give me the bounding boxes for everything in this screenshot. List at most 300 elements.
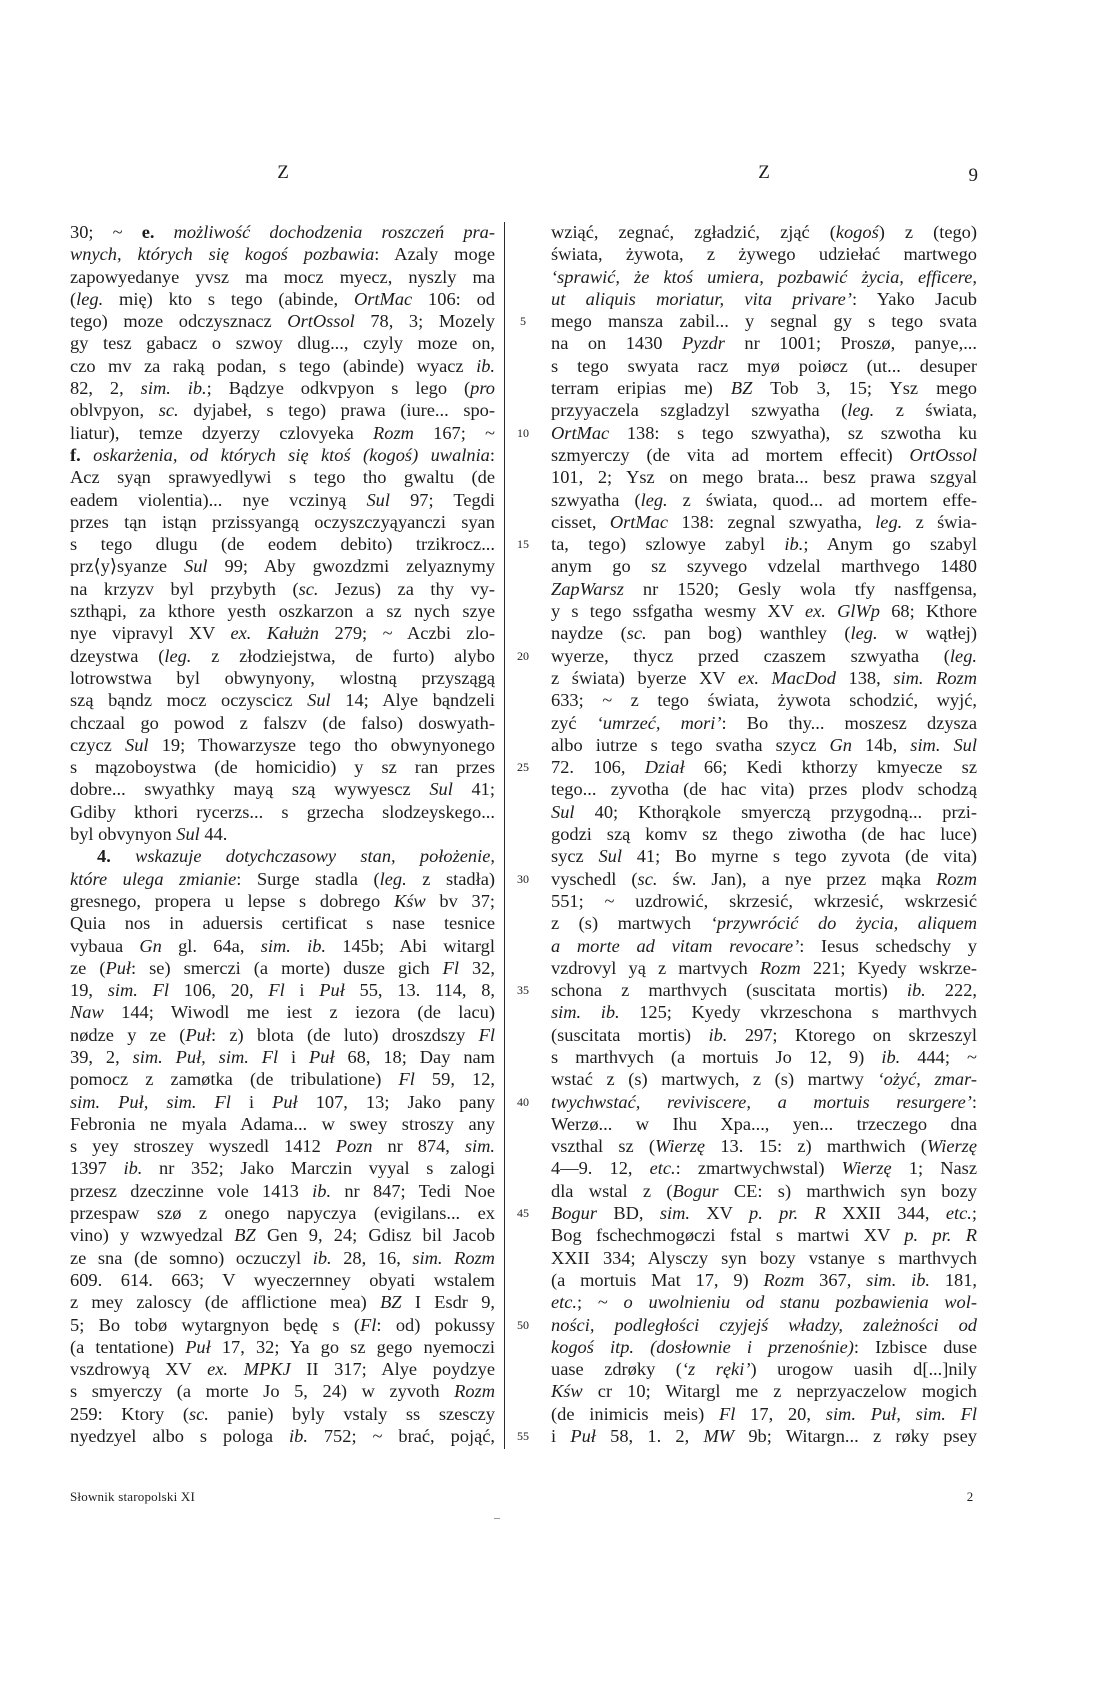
roman-text-segment: vzdrovyl yą z martvych [551, 957, 760, 978]
line-number: 55 [517, 1429, 529, 1444]
italic-text-segment: ‘umrzeć, mori’ [596, 712, 722, 733]
roman-text-segment: dzeystwa ( [70, 645, 165, 666]
roman-text-segment: vino) y wzwyedzal [70, 1225, 235, 1246]
left-column-line [70, 1135, 495, 1157]
roman-text-segment: prz⟨y⟩syanze [70, 556, 185, 577]
italic-text-segment: sim. Puł, sim. Fl [132, 1046, 279, 1067]
right-column-line [551, 1046, 977, 1068]
roman-text-segment: nr 1001; Proszø, panye,... [724, 333, 977, 354]
roman-text-segment: 41; Bo myrne s tego zyvota (de vita) [621, 846, 977, 867]
italic-text-segment: leg. [850, 623, 878, 644]
roman-text-segment: szmyerczy (de vita ad mortem effecit) [551, 444, 910, 465]
right-column-line [551, 1425, 977, 1447]
roman-text-segment: Bog fschechmogøczi fstal s martwi XV [551, 1225, 905, 1246]
right-column-line [551, 489, 977, 511]
italic-text-segment: Puł [105, 957, 132, 978]
italic-text-segment: Puł [570, 1426, 596, 1447]
roman-text-segment: św. Jan), a nye przez mąka [657, 868, 937, 889]
italic-text-segment: Sul [125, 734, 149, 755]
italic-text-segment: sim. [464, 1136, 495, 1157]
italic-text-segment: etc. [945, 1203, 972, 1224]
italic-text-segment: sim. ib. [551, 1002, 620, 1023]
roman-text-segment: schona z marthvych (suscitata mortis) [551, 980, 907, 1001]
roman-text-segment: zapowyedanye yvsz ma mocz myecz, nyszly ma [70, 266, 495, 287]
right-column-line [551, 801, 977, 823]
line-number: 40 [517, 1094, 529, 1109]
roman-text-segment: w wątłej) [877, 623, 977, 644]
left-column-line [70, 332, 495, 354]
right-column-line [551, 689, 977, 711]
italic-text-segment: OrtOssol [909, 444, 977, 465]
left-column-line [70, 1202, 495, 1224]
right-column-line [551, 555, 977, 577]
roman-text-segment: I Esdr 9, [401, 1292, 495, 1313]
right-column-line [551, 243, 977, 265]
roman-text-segment: ) z (tego) [878, 222, 977, 242]
right-column-line [551, 1180, 977, 1202]
left-column-line [70, 422, 495, 444]
roman-text-segment: terram eripias me) [551, 378, 731, 399]
italic-text-segment: ib. [289, 1426, 308, 1447]
roman-text-segment: vyschedl ( [551, 868, 638, 889]
roman-text-segment: : z) blota (de luto) droszdszy [210, 1024, 479, 1045]
italic-text-segment: Puł [185, 1024, 211, 1045]
right-column-line [551, 1024, 977, 1046]
italic-text-segment: ib. [784, 534, 804, 555]
italic-text-segment: Sul [429, 779, 453, 800]
roman-text-segment: ( [70, 288, 77, 309]
right-column-line [551, 912, 977, 934]
left-column-line [70, 935, 495, 957]
roman-text-segment: 58, 1. 2, [595, 1426, 704, 1447]
roman-text-segment: 44. [199, 824, 228, 845]
italic-text-segment: etc. [649, 1158, 676, 1179]
roman-text-segment: : Azaly moge [374, 244, 495, 265]
right-column-line [551, 511, 977, 533]
roman-text-segment: s tego dlugu (de eodem debito) trzikrocz... [70, 534, 495, 555]
roman-text-segment: 367, [804, 1269, 867, 1290]
roman-text-segment: 14; Alye bąndzeli [330, 690, 495, 711]
right-column-line [551, 332, 977, 354]
roman-text-segment: lotrowstwa byl obwynyony, wlostną przyszągą [70, 667, 495, 688]
italic-text-segment: leg. [875, 511, 903, 532]
roman-text-segment: na krzyzv byl przybyth ( [70, 578, 299, 599]
roman-text-segment: 1; Nasz [891, 1158, 977, 1179]
roman-text-segment: 40; Kthorąkole smyerczą przygodną... przi- [574, 801, 977, 822]
roman-text-segment: 107, 13; Jako pany [297, 1091, 495, 1112]
italic-text-segment: leg. [164, 645, 192, 666]
italic-text-segment: a morte ad vitam revocare’ [551, 935, 800, 956]
roman-text-segment: ; Anym go szabyl [803, 534, 977, 555]
roman-text-segment: 28, 16, [331, 1247, 413, 1268]
right-column-line [551, 221, 977, 243]
italic-text-segment: sim. ib. [140, 378, 207, 399]
left-column-line [70, 1291, 495, 1313]
right-column-line [551, 734, 977, 756]
italic-text-segment: ib. [312, 1247, 332, 1268]
roman-text-segment: i [284, 980, 320, 1001]
roman-text-segment: 222, [925, 980, 977, 1001]
italic-text-segment: BZ [380, 1292, 402, 1313]
italic-text-segment: ‘przywrócić do życia, aliquem [710, 913, 977, 934]
italic-text-segment: ‘sprawić, że ktoś umiera, pozbawić życia, efficere, [551, 266, 977, 287]
right-column-line [551, 310, 977, 332]
italic-text-segment: Sul [176, 824, 200, 845]
roman-text-segment: vszthal sz ( [551, 1136, 656, 1157]
roman-text-segment: vybaua [70, 935, 140, 956]
roman-text-segment: 82, 2, [70, 378, 141, 399]
roman-text-segment: i [551, 1426, 571, 1447]
roman-text-segment: z stadła) [406, 868, 495, 889]
roman-text-segment: BD, [596, 1203, 660, 1224]
roman-text-segment: dobre... swyathky mayą szą wywyescz [70, 779, 430, 800]
left-column-line [70, 1247, 495, 1269]
left-column-line [70, 1380, 495, 1402]
left-column-line [70, 1425, 495, 1447]
line-number: 45 [517, 1206, 529, 1221]
roman-text-segment: szą bąndz mocz oczyscicz [70, 690, 308, 711]
roman-text-segment: z świata, [874, 400, 977, 421]
right-column [551, 221, 977, 1447]
italic-text-segment: ib. [906, 980, 926, 1001]
right-guide-letter: Z [758, 162, 770, 183]
left-column-line [70, 1358, 495, 1380]
roman-text-segment: tego) moze odczysznacz [70, 311, 288, 332]
left-column-line [70, 533, 495, 555]
left-column-line [70, 734, 495, 756]
roman-text-segment: ta, tego) szlowye zabyl [551, 534, 785, 555]
right-column-line [551, 890, 977, 912]
roman-text-segment: cr 10; Witargl me z neprzyaczelow mogich [582, 1381, 977, 1402]
roman-text-segment: sycz [551, 846, 599, 867]
roman-text-segment: Febronia ne myala Adama... w swey stroszy any [70, 1113, 495, 1134]
roman-text-segment: pan bog) wanthley ( [646, 623, 851, 644]
roman-text-segment: 106: od [412, 288, 495, 309]
right-column-line [551, 935, 977, 957]
italic-text-segment: Pyzdr [681, 333, 725, 354]
roman-text-segment: nr 1520; Gesly wola tfy nasffgensa, [623, 578, 977, 599]
left-column-line [70, 622, 495, 644]
roman-text-segment: : Bo thy... moszesz dzysza [721, 712, 977, 733]
right-column-line [551, 266, 977, 288]
roman-text-segment: byl obvynyon [70, 824, 177, 845]
left-column-line [70, 667, 495, 689]
roman-text-segment: 145b; Abi witargl [326, 935, 495, 956]
italic-text-segment: Puł [309, 1046, 335, 1067]
roman-text-segment: z mey zaloscy (de afflictione mea) [70, 1292, 381, 1313]
roman-text-segment: 19; Thowarzysze tego tho obwynyonego [148, 734, 495, 755]
italic-text-segment: ib. [123, 1158, 143, 1179]
roman-text-segment: z świata) byerze XV [551, 667, 738, 688]
left-column-line [70, 266, 495, 288]
roman-text-segment: XXII 334; Alysczy syn bozy vstanye s marthvych [551, 1247, 977, 1268]
italic-text-segment: leg. [640, 489, 668, 510]
italic-text-segment: sim. Rozm [412, 1247, 495, 1268]
italic-text-segment: Rozm [454, 1381, 495, 1402]
italic-text-segment: Fl [719, 1403, 736, 1424]
roman-text-segment: na on 1430 [551, 333, 682, 354]
italic-text-segment: Rozm [759, 957, 801, 978]
italic-text-segment: Fl [478, 1024, 495, 1045]
roman-text-segment: 279; ~ Aczbi zlo- [319, 623, 495, 644]
italic-text-segment: Wierzę [841, 1158, 892, 1179]
roman-text-segment: Quia nos in aduersis certificat s nase tesnice [70, 913, 495, 934]
italic-text-segment: Wierzę [926, 1136, 977, 1157]
right-column-line [551, 823, 977, 845]
bold-text-segment: 4. [97, 846, 136, 867]
left-column-line [70, 890, 495, 912]
line-number: 10 [517, 425, 529, 440]
italic-text-segment: Dział [644, 757, 685, 778]
roman-text-segment: ; [971, 1203, 977, 1224]
left-column-line [70, 444, 495, 466]
roman-text-segment: 68, 18; Day nam [334, 1046, 495, 1067]
left-column-line [70, 399, 495, 421]
roman-text-segment: : se) smerczi (a morte) dusze gich [131, 957, 443, 978]
roman-text-segment: albo iutrze s tego svatha szycz [551, 734, 830, 755]
roman-text-segment: 138: s tego szwyatha), sz szwotha ku [609, 422, 977, 443]
roman-text-segment: y s tego ssfgatha wesmy XV [551, 601, 805, 622]
right-column-line [551, 1269, 977, 1291]
left-column-line [70, 310, 495, 332]
roman-text-segment: ; Bądzye odkvpyon s lego ( [206, 378, 471, 399]
italic-text-segment: Sul [551, 801, 575, 822]
italic-text-segment: MW [703, 1426, 735, 1447]
roman-text-segment: z świata, quod... ad mortem effe- [667, 489, 977, 510]
roman-text-segment: : zmartwychwstal) [675, 1158, 842, 1179]
line-number: 5 [520, 314, 526, 329]
roman-text-segment: 78, 3; Mozely [354, 311, 495, 332]
roman-text-segment: 14b, [851, 734, 911, 755]
roman-text-segment: : Yako Jacub [851, 288, 977, 309]
roman-text-segment: panie) byly vstaly ss szesczy [208, 1403, 495, 1424]
roman-text-segment: nr 847; Tedi Noe [331, 1180, 495, 1201]
left-column-line [70, 600, 495, 622]
italic-text-segment: oskarżenia, od których się ktoś (kogoś) uwalnia [93, 444, 490, 465]
italic-text-segment: Kśw [551, 1381, 583, 1402]
roman-text-segment: 9b; Witargn... z røky psey [734, 1426, 977, 1447]
right-column-line [551, 288, 977, 310]
roman-text-segment: 30; ~ [70, 222, 142, 242]
roman-text-segment: 106, 20, [168, 980, 269, 1001]
right-column-line [551, 1247, 977, 1269]
italic-text-segment: sim. Rozm [893, 667, 977, 688]
left-column-line [70, 243, 495, 265]
roman-text-segment: i [278, 1046, 310, 1067]
roman-text-segment: 167; ~ [413, 422, 495, 443]
italic-text-segment: Sul [184, 556, 208, 577]
right-column-line [551, 667, 977, 689]
italic-text-segment: Fl [360, 1314, 377, 1335]
italic-text-segment: OrtOssol [287, 311, 355, 332]
roman-text-segment: z świa- [902, 511, 977, 532]
roman-text-segment: 259: Ktory ( [70, 1403, 189, 1424]
italic-text-segment: ZapWarsz [551, 578, 624, 599]
roman-text-segment: chczaal go powod z falszv (de falso) doswyath- [70, 712, 495, 733]
italic-text-segment: sc. [626, 623, 647, 644]
roman-text-segment: : od) pokussy [376, 1314, 495, 1335]
italic-text-segment: sim. [659, 1203, 691, 1224]
italic-text-segment: wskazuje dotychczasowy stan, położenie, [135, 846, 495, 867]
roman-text-segment: gy tesz gabacz o szwoy dlug..., czyly moze on, [70, 333, 495, 354]
roman-text-segment: wziąć, zegnać, zgładzić, zjąć ( [551, 222, 836, 242]
right-column-line [551, 1068, 977, 1090]
left-column-line [70, 288, 495, 310]
italic-text-segment: ib. [708, 1024, 728, 1045]
roman-text-segment: ; ~ [577, 1292, 624, 1313]
right-column-line [551, 622, 977, 644]
roman-text-segment: 125; Kyedy vkrzeschona s marthvych [619, 1002, 977, 1023]
roman-text-segment: 551; ~ uzdrowić, skrzesić, wkrzesić, wskrzesić [551, 890, 977, 911]
italic-text-segment: o uwolnieniu od stanu pozbawienia wol- [623, 1292, 977, 1313]
line-number: 35 [517, 983, 529, 998]
left-column-line [70, 355, 495, 377]
italic-text-segment: ex. MacDod [738, 667, 836, 688]
italic-text-segment: ex. MPKJ [207, 1359, 291, 1380]
left-column-line [70, 221, 495, 243]
roman-text-segment: (de inimicis meis) [551, 1403, 720, 1424]
right-column-line [551, 355, 977, 377]
right-column-line [551, 377, 977, 399]
right-column-line [551, 1157, 977, 1179]
left-column-line [70, 1001, 495, 1023]
line-number: 25 [517, 760, 529, 775]
roman-text-segment: vszdrowyą XV [70, 1359, 208, 1380]
left-column-line [70, 511, 495, 533]
italic-text-segment: ib. [312, 1180, 332, 1201]
roman-text-segment: 66; Kedi kthorzy kmyecze sz [684, 757, 977, 778]
italic-text-segment: możliwość dochodzenia roszczeń pra- [173, 222, 495, 242]
italic-text-segment: leg. [949, 645, 977, 666]
italic-text-segment: OrtMac [551, 422, 610, 443]
roman-text-segment: oblvpyon, [70, 400, 159, 421]
roman-text-segment: 138: zegnal szwyatha, [668, 511, 876, 532]
italic-text-segment: wnych, których się kogoś pozbawia [70, 244, 375, 265]
left-column-line [70, 1024, 495, 1046]
roman-text-segment: wstać z (s) martwych, z (s) martwy [551, 1069, 878, 1090]
left-column-line [70, 778, 495, 800]
page-number: 9 [968, 165, 978, 186]
italic-text-segment: BZ [730, 378, 753, 399]
roman-text-segment: 39, 2, [70, 1046, 133, 1067]
roman-text-segment: dla wstal z ( [551, 1180, 673, 1201]
left-column-line [70, 756, 495, 778]
left-column-line [70, 578, 495, 600]
roman-text-segment: s yey stroszey wyszedl 1412 [70, 1136, 336, 1157]
italic-text-segment: leg. [76, 288, 104, 309]
right-column-line [551, 756, 977, 778]
italic-text-segment: etc. [551, 1292, 578, 1313]
roman-text-segment: nyedzyel albo s pologa [70, 1426, 290, 1447]
right-column-line [551, 399, 977, 421]
footer-publication-title: Słownik staropolski XI [70, 1489, 196, 1504]
left-column-line [70, 1314, 495, 1336]
line-number: 15 [517, 537, 529, 552]
roman-text-segment: 221; Kyedy wskrze- [800, 957, 977, 978]
roman-text-segment: CE: s) marthwich syn bozy [718, 1180, 977, 1201]
roman-text-segment: 97; Tegdi [389, 489, 495, 510]
italic-text-segment: Puł [319, 980, 345, 1001]
roman-text-segment: eadem violentia)... nye vczinyą [70, 489, 367, 510]
roman-text-segment: przyyaczela szgladzyl szwyatha ( [551, 400, 848, 421]
roman-text-segment: tego... zyvotha (de hac vita) przes plodv schodzą [551, 779, 977, 800]
roman-text-segment: nødze y ze ( [70, 1024, 186, 1045]
roman-text-segment: czycz [70, 734, 126, 755]
roman-text-segment: 444; ~ [900, 1046, 977, 1067]
roman-text-segment: z złodziejstwa, de furto) alybo [191, 645, 495, 666]
roman-text-segment: XXII 344, [825, 1203, 946, 1224]
italic-text-segment: sc. [298, 578, 319, 599]
roman-text-segment: : Surge stadla ( [236, 868, 380, 889]
roman-text-segment: szthąpi, za kthore yesth oszkarzon a sz nych szye [70, 601, 495, 622]
left-column-line [70, 466, 495, 488]
right-column-line [551, 1224, 977, 1246]
left-column-line [70, 689, 495, 711]
roman-text-segment: XV [690, 1203, 750, 1224]
roman-text-segment: uase zdrøky ( [551, 1359, 682, 1380]
left-column-line [70, 801, 495, 823]
roman-text-segment: : Iesus schedschy y [799, 935, 977, 956]
italic-text-segment: sc. [158, 400, 179, 421]
italic-text-segment: sim. Fl [107, 980, 169, 1001]
roman-text-segment: Gen 9, 24; Gdisz bil Jacob [255, 1225, 495, 1246]
roman-text-segment: s marthvych (a mortuis Jo 12, 9) [551, 1046, 882, 1067]
italic-text-segment: ex. GlWp [804, 601, 880, 622]
right-column-line [551, 1336, 977, 1358]
left-column-line [70, 377, 495, 399]
italic-text-segment: twychwstać, reviviscere, a mortuis resurgere’ [551, 1091, 972, 1112]
italic-text-segment: pro [470, 378, 495, 399]
roman-text-segment: gl. 64a, [161, 935, 261, 956]
roman-text-segment: s smyerczy (a morte Jo 5, 24) w zyvoth [70, 1381, 455, 1402]
roman-text-segment: bv 37; [425, 890, 495, 911]
roman-text-segment: 55, 13. 114, 8, [344, 980, 495, 1001]
right-column-line [551, 1001, 977, 1023]
roman-text-segment: 633; ~ z tego świata, żywota schodzić, wyjć, [551, 690, 977, 711]
roman-text-segment: (a tentatione) [70, 1336, 186, 1357]
roman-text-segment: świata, żywota, z żywego udziełać martwego [551, 244, 977, 265]
roman-text-segment: Acz syąn sprawyedlywi s tego tho gwaltu (de [70, 467, 495, 488]
right-column-line [551, 533, 977, 555]
left-column-line [70, 868, 495, 890]
right-column-line [551, 422, 977, 444]
roman-text-segment: ) urogow uasih d[...]nily [750, 1359, 977, 1380]
left-column-line [70, 823, 495, 845]
italic-text-segment: Sul [366, 489, 390, 510]
roman-text-segment: 181, [930, 1269, 977, 1290]
italic-text-segment: Bogur [551, 1203, 597, 1224]
column-divider [504, 222, 505, 1449]
roman-text-segment: 609. 614. 663; V wyeczernney obyati wstalem [70, 1269, 495, 1290]
roman-text-segment: dyjabeł, s tego) prawa (iure... spo- [178, 400, 495, 421]
line-number: 20 [517, 648, 529, 663]
left-column-line [70, 845, 495, 867]
roman-text-segment: 41; [452, 779, 495, 800]
italic-text-segment: Sul [598, 846, 622, 867]
roman-text-segment: Werzø... w Ihu Xpa..., yen... trzeczego dna [551, 1113, 977, 1134]
roman-text-segment: nye vipravyl XV [70, 623, 231, 644]
left-column-line [70, 1068, 495, 1090]
roman-text-segment: szwyatha ( [551, 489, 641, 510]
roman-text-segment: ze ( [70, 957, 106, 978]
right-column-line [551, 778, 977, 800]
italic-text-segment: Fl [442, 957, 459, 978]
left-guide-letter: Z [277, 162, 289, 183]
left-column-line [70, 712, 495, 734]
roman-text-segment: 59, 12, [414, 1069, 495, 1090]
right-column-line [551, 845, 977, 867]
roman-text-segment: 13. 15: z) marthwich ( [705, 1136, 927, 1157]
